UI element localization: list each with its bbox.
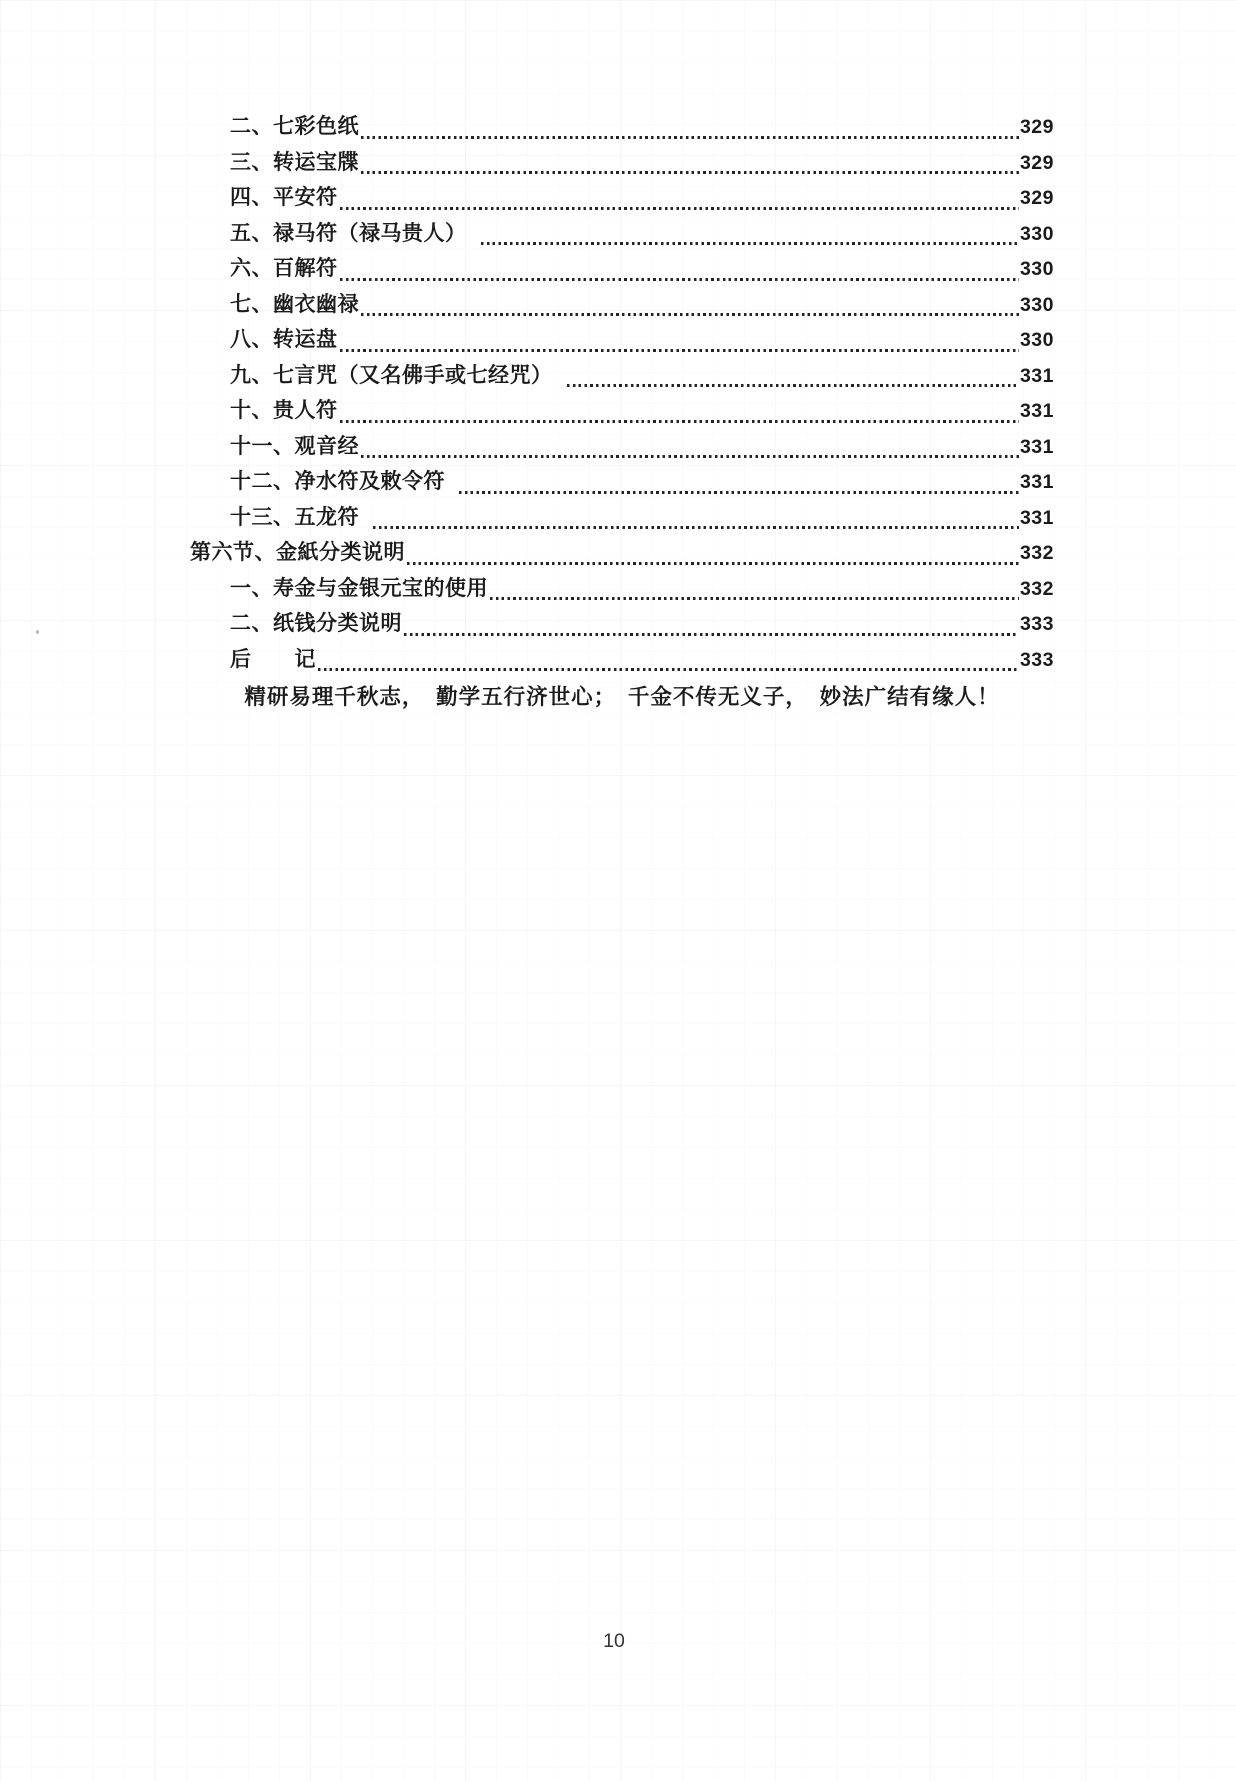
dotted-leader <box>361 136 1019 139</box>
toc-entry-page-number: 329 <box>1019 151 1054 174</box>
closing-verse: 精研易理千秋志， 勤学五行济世心； 千金不传无义子， 妙法广结有缘人！ <box>244 685 1000 709</box>
toc-entry-label: 二、七彩色纸 <box>230 115 359 138</box>
toc-entry-label: 十二、净水符及敕令符 <box>230 470 445 493</box>
toc-entry-page-number: 333 <box>1019 648 1054 671</box>
dotted-leader <box>340 349 1019 352</box>
toc-entry-page-number: 330 <box>1019 258 1054 280</box>
table-of-contents <box>190 109 1054 712</box>
toc-entry-page-number: 332 <box>1019 577 1054 600</box>
dotted-leader <box>361 455 1019 458</box>
dotted-leader <box>361 313 1019 316</box>
toc-entry-label: 一、寿金与金银元宝的使用 <box>230 576 488 600</box>
toc-entry-label: 后 记 <box>230 647 316 671</box>
toc-entry <box>190 464 1054 500</box>
dotted-leader <box>340 278 1019 281</box>
toc-entry <box>190 500 1054 536</box>
dotted-leader <box>318 668 1019 671</box>
toc-entry <box>190 216 1054 252</box>
toc-entry <box>190 251 1054 287</box>
toc-entry <box>190 571 1054 607</box>
toc-entry-label: 十三、五龙符 <box>230 505 359 529</box>
dotted-leader <box>404 633 1019 636</box>
toc-entry-page-number: 333 <box>1019 613 1054 635</box>
toc-entry-page-number: 331 <box>1019 364 1054 387</box>
toc-entry-label: 八、转运盘 <box>230 328 338 351</box>
toc-entry-label: 七、幽衣幽禄 <box>230 292 359 316</box>
toc-entry <box>190 535 1054 571</box>
dotted-leader <box>340 420 1019 423</box>
toc-entry-page-number: 329 <box>1019 116 1054 138</box>
toc-entry-label: 三、转运宝牒 <box>230 150 359 174</box>
toc-entry <box>190 322 1054 358</box>
toc-entry <box>190 287 1054 323</box>
footer-page-number: 10 <box>603 1630 625 1652</box>
toc-entry-label: 十、贵人符 <box>230 399 338 422</box>
dotted-leader <box>361 171 1019 174</box>
toc-entry <box>190 642 1054 678</box>
toc-entry-label: 五、禄马符（禄马贵人） <box>230 221 467 245</box>
toc-entry <box>190 358 1054 394</box>
toc-entry-page-number: 331 <box>1019 435 1054 458</box>
toc-entry-page-number: 330 <box>1019 222 1054 245</box>
dotted-leader <box>459 491 1019 494</box>
toc-entry-label: 六、百解符 <box>230 257 338 280</box>
dotted-leader <box>481 242 1019 245</box>
toc-entry-page-number: 330 <box>1019 329 1054 351</box>
dotted-leader <box>490 597 1019 600</box>
toc-entry <box>190 393 1054 429</box>
toc-entry-page-number: 331 <box>1019 471 1054 493</box>
dotted-leader <box>373 526 1019 529</box>
toc-entry <box>190 180 1054 216</box>
toc-entry-label: 四、平安符 <box>230 186 338 209</box>
dotted-leader <box>340 207 1019 210</box>
dotted-leader <box>567 384 1019 387</box>
toc-entry-list <box>190 109 1054 677</box>
toc-entry <box>190 109 1054 145</box>
toc-entry-label: 九、七言咒（又名佛手或七经咒） <box>230 363 553 387</box>
toc-entry <box>190 606 1054 642</box>
dotted-leader <box>407 562 1019 565</box>
scan-artifact-dot <box>36 630 39 634</box>
toc-entry-label: 二、纸钱分类说明 <box>230 612 402 635</box>
toc-entry-page-number: 331 <box>1019 506 1054 529</box>
toc-entry <box>190 429 1054 465</box>
toc-entry-page-number: 331 <box>1019 400 1054 422</box>
toc-entry-page-number: 332 <box>1019 542 1054 564</box>
toc-entry-page-number: 329 <box>1019 187 1054 209</box>
toc-entry-page-number: 330 <box>1019 293 1054 316</box>
toc-entry <box>190 145 1054 181</box>
toc-entry-label: 十一、观音经 <box>230 434 359 458</box>
toc-entry-label: 第六节、金紙分类说明 <box>190 541 405 564</box>
